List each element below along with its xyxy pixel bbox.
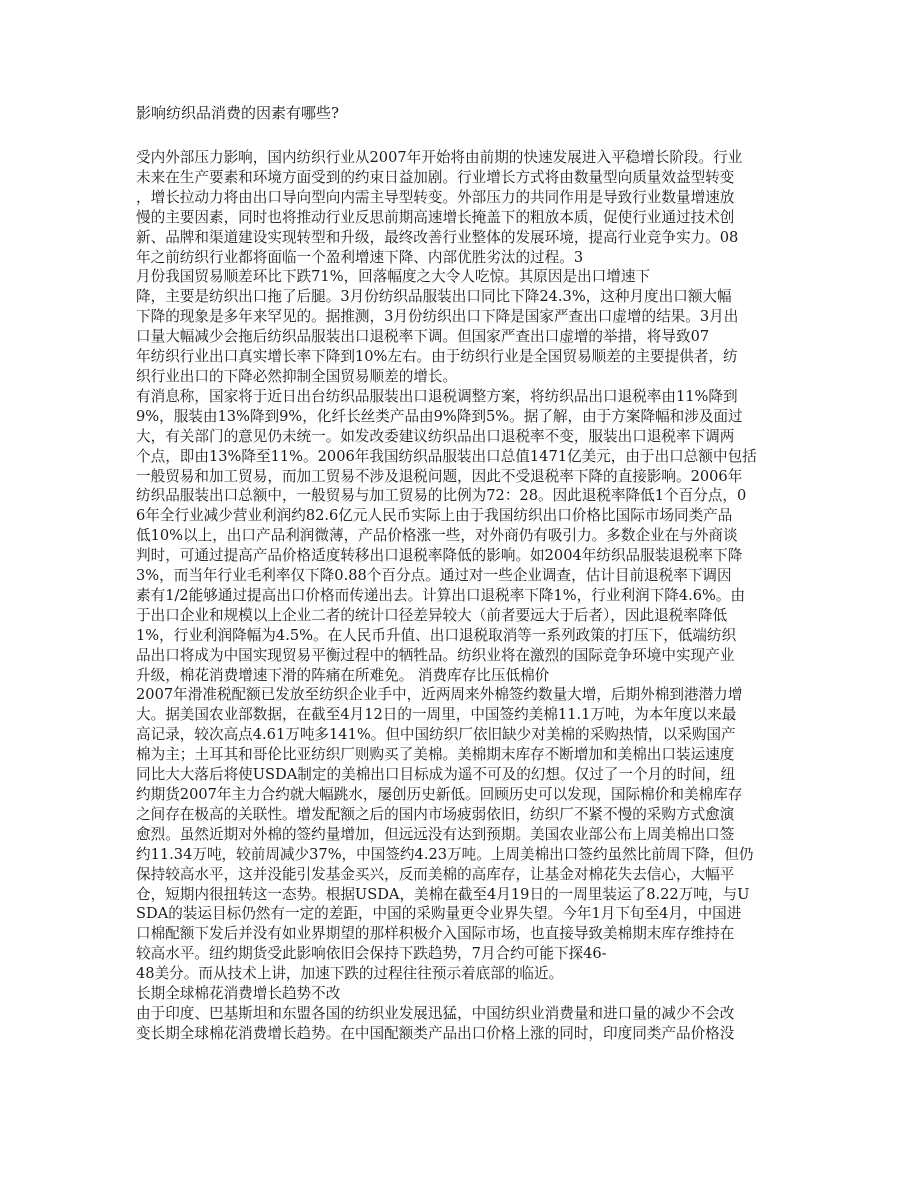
body-text-line: 之间存在极高的关联性。增发配额之后的国内市场疲弱依旧，纺织厂不紧不慢的采购方式愈演 [136, 805, 735, 823]
body-text-line: 由于印度、巴基斯坦和东盟各国的纺织业发展迅猛，中国纺织业消费量和进口量的减少不会改 [136, 1004, 735, 1022]
body-text-line: 纺织品服装出口总额中，一般贸易与加工贸易的比例为72：28。因此退税率降低1个百分点，0 [136, 487, 747, 505]
body-text-line: 棉为主；土耳其和哥伦比亚纺织厂则购买了美棉。美棉期末库存不断增加和美棉出口装运速度 [136, 746, 735, 764]
body-text-line: 年纺织行业出口真实增长率下降到10%左右。由于纺织行业是全国贸易顺差的主要提供者，纺 [136, 348, 738, 366]
body-text-line: 同比大大落后将使USDA制定的美棉出口目标成为遥不可及的幻想。仅过了一个月的时间，纽 [136, 766, 736, 784]
body-text-line: 变长期全球棉花消费增长趋势。在中国配额类产品出口价格上涨的同时，印度同类产品价格没 [136, 1024, 735, 1042]
body-text-line: 个点，即由13%降至11%。2006年我国纺织品服装出口总值1471亿美元，由于出口总额中包括 [136, 447, 757, 465]
body-text-line: 2007年滑准税配额已发放至纺织企业手中，近两周来外棉签约数量大增，后期外棉到港潜力增 [136, 686, 743, 704]
body-text-line: 1%，行业利润降幅为4.5%。在人民币升值、出口退税取消等一系列政策的打压下，低端纺织 [136, 626, 737, 644]
body-text-line: 判时，可通过提高产品价格适度转移出口退税率降低的影响。如2004年纺织品服装退税率下降 [136, 547, 743, 565]
body-text-line: 大。据美国农业部数据，在截至4月12日的一周里，中国签约美棉11.1万吨，为本年度以来最 [136, 706, 737, 724]
body-text-line: 长期全球棉花消费增长趋势不改 [136, 985, 341, 1003]
body-text-line: 口量大幅减少会拖后纺织品服装出口退税率下调。但国家严查出口虚增的举措，将导致07 [136, 328, 710, 346]
body-text-line: 口棉配额下发后并没有如业界期望的那样积极介入国际市场，也直接导致美棉期末库存维持在 [136, 925, 735, 943]
body-text-line: 9%，服装由13%降到9%，化纤长丝类产品由9%降到5%。据了解，由于方案降幅和涉及面过 [136, 407, 743, 425]
body-text-line: 较高水平。纽约期货受此影响依旧会保持下跌趋势，7月合约可能下探46- [136, 945, 607, 963]
body-text-line: 下降的现象是多年来罕见的。据推测，3月份纺织出口下降是国家严查出口虚增的结果。3月出 [136, 308, 739, 326]
body-text-line: 高记录，较次高点4.61万吨多141%。但中国纺织厂依旧缺少对美棉的采购热情，以采购国产 [136, 726, 736, 744]
body-text-line: 保持较高水平，这并没能引发基金买兴，反而美棉的高库存，让基金对棉花失去信心，大幅平 [136, 865, 735, 883]
body-text-line: 低10%以上，出口产品利润微薄，产品价格涨一些，对外商仍有吸引力。多数企业在与外商谈 [136, 527, 738, 545]
body-text-line: 降，主要是纺织出口拖了后腿。3月份纺织品服装出口同比下降24.3%，这种月度出口额大幅 [136, 288, 732, 306]
body-text-line: 慢的主要因素，同时也将推动行业反思前期高速增长掩盖下的粗放本质，促使行业通过技术创 [136, 208, 735, 226]
body-text-line: 素有1/2能够通过提高出口价格而传递出去。计算出口退税率下降1%，行业利润下降4.6%。由 [136, 586, 746, 604]
body-text-line: 大，有关部门的意见仍未统一。如发改委建议纺织品出口退税率不变，服装出口退税率下调两 [136, 427, 735, 445]
body-text-line: 仓，短期内很扭转这一态势。根据USDA，美棉在截至4月19日的一周里装运了8.22万吨，与U [136, 885, 750, 903]
body-text-line: 升级，棉花消费增速下滑的阵痛在所难免。 消费库存比压低棉价 [136, 666, 550, 684]
body-text-line: ，增长拉动力将由出口导向型向内需主导型转变。外部压力的共同作用是导致行业数量增速放 [136, 188, 735, 206]
body-text-line: 愈烈。虽然近期对外棉的签约量增加，但远远没有达到预期。美国农业部公布上周美棉出口签 [136, 825, 735, 843]
body-text-line: 6年全行业减少营业利润约82.6亿元人民币实际上由于我国纺织出口价格比国际市场同类产品 [136, 507, 733, 525]
body-text-line: 约11.34万吨，较前周减少37%，中国签约4.23万吨。上周美棉出口签约虽然比前周下降，但仍 [136, 845, 754, 863]
body-text-line: 新、品牌和渠道建设实现转型和升级，最终改善行业整体的发展环境，提高行业竞争实力。08 [136, 228, 739, 246]
body-text-line: 约期货2007年主力合约就大幅跳水，屡创历史新低。回顾历史可以发现，国际棉价和美棉库存 [136, 786, 743, 803]
document-body [136, 148, 802, 1044]
body-text-line: 年之前纺织行业都将面临一个盈利增速下降、内部优胜劣汰的过程。3 [136, 248, 584, 266]
body-text-line: 48美分。而从技术上讲，加速下跌的过程往往预示着底部的临近。 [136, 965, 564, 983]
body-text-line: 有消息称，国家将于近日出台纺织品服装出口退税调整方案，将纺织品出口退税率由11%降到 [136, 387, 738, 405]
body-text-line: 未来在生产要素和环境方面受到的约束日益加剧。行业增长方式将由数量型向质量效益型转变 [136, 168, 735, 186]
body-text-line: 于出口企业和规模以上企业二者的统计口径差异较大（前者要远大于后者），因此退税率降低 [136, 606, 728, 624]
body-text-line: 织行业出口的下降必然抑制全国贸易顺差的增长。 [136, 367, 458, 385]
body-text-line: 一般贸易和加工贸易，而加工贸易不涉及退税问题，因此不受退税率下降的直接影响。2006年 [136, 467, 743, 485]
document-title: 影响纺织品消费的因素有哪些? [136, 104, 340, 122]
body-text-line: 受内外部压力影响，国内纺织行业从2007年开始将由前期的快速发展进入平稳增长阶段。行业 [136, 149, 743, 166]
body-text-line: 月份我国贸易顺差环比下跌71%，回落幅度之大令人吃惊。其原因是出口增速下 [136, 268, 651, 286]
body-text-line: SDA的装运目标仍然有一定的差距，中国的采购量更令业界失望。今年1月下旬至4月，中国进 [136, 905, 742, 923]
body-text-line: 品出口将成为中国实现贸易平衡过程中的牺牲品。纺织业将在激烈的国际竞争环境中实现产业 [136, 646, 735, 664]
body-text-line: 3%，而当年行业毛利率仅下降0.88个百分点。通过对一些企业调查，估计目前退税率下调因 [136, 567, 732, 585]
